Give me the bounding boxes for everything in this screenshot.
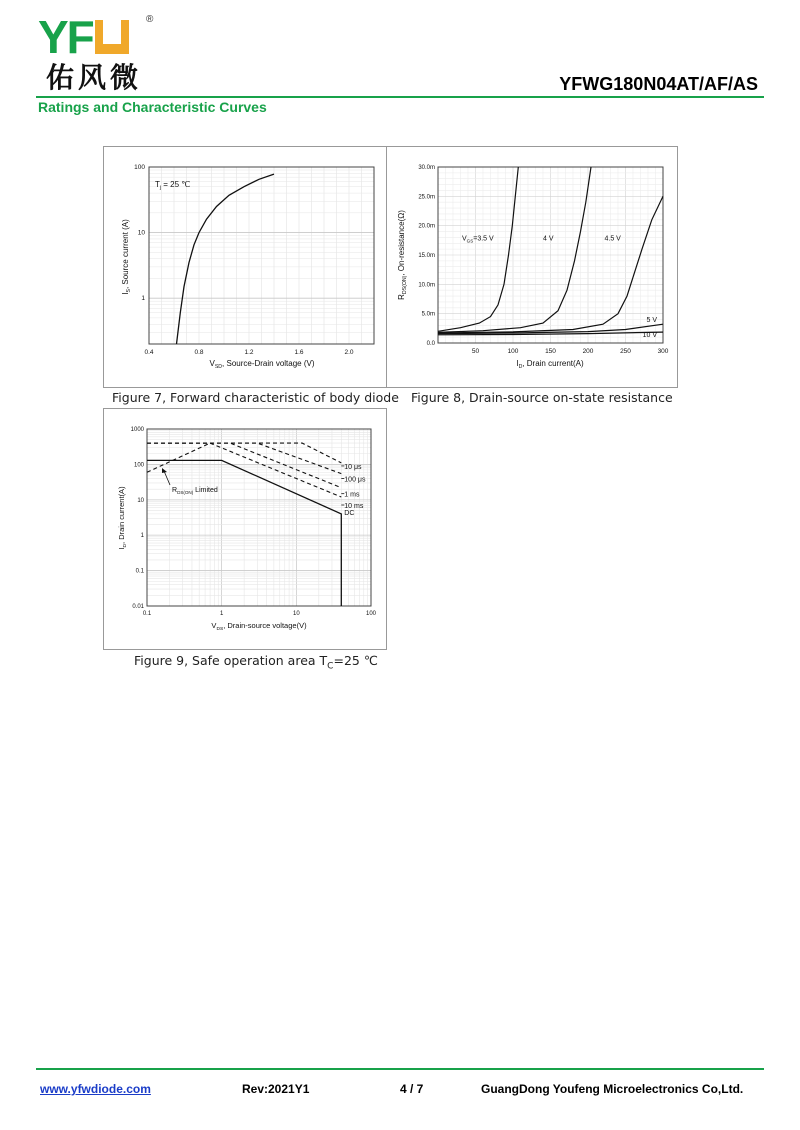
figure-8-chart bbox=[387, 147, 677, 387]
y-tick-label: 1000 bbox=[130, 427, 144, 433]
y-tick-label: 15.0m bbox=[418, 253, 435, 259]
y-axis-label: $I_D$, Drain current(A) bbox=[117, 486, 128, 550]
figure-9-caption: Figure 9, Safe operation area $T_C=25$ ℃ bbox=[134, 653, 378, 672]
rds-on-limited-label: $R_{DS(ON)}$ Limited bbox=[172, 487, 218, 495]
y-tick-label: 0.01 bbox=[132, 604, 144, 610]
x-tick-label: 150 bbox=[545, 348, 556, 355]
y-tick-label: 100 bbox=[134, 164, 145, 171]
figure-8-panel bbox=[386, 146, 678, 388]
section-title: Ratings and Characteristic Curves bbox=[38, 99, 267, 115]
figure-8-caption: Figure 8, Drain-source on-state resistance bbox=[411, 390, 673, 405]
y-axis-label: $R_{DS(ON)}$, On-resistance(Ω) bbox=[397, 210, 408, 300]
y-tick-label: 5.0m bbox=[421, 311, 435, 318]
x-axis-label: $I_D$, Drain current(A) bbox=[516, 359, 584, 370]
y-tick-label: 1 bbox=[140, 533, 144, 540]
x-tick-label: 1.6 bbox=[294, 349, 304, 356]
series-label: 5 V bbox=[646, 316, 657, 324]
footer-page-number: 4 / 7 bbox=[400, 1082, 424, 1096]
x-tick-label: 50 bbox=[471, 348, 480, 355]
logo-u-mark bbox=[95, 20, 129, 54]
website-link[interactable]: www.yfwdiode.com bbox=[40, 1082, 151, 1096]
y-tick-label: 10 bbox=[137, 229, 145, 237]
footer-website[interactable] bbox=[40, 1082, 151, 1096]
y-tick-label: 10.0m bbox=[418, 282, 435, 289]
figure-7-caption: Figure 7, Forward characteristic of body diode bbox=[112, 390, 399, 405]
y-tick-label: 10 bbox=[137, 497, 144, 504]
plot-frame bbox=[147, 429, 371, 606]
y-tick-label: 1 bbox=[141, 295, 145, 303]
figure-9-panel bbox=[103, 408, 387, 650]
x-tick-label: 0.4 bbox=[144, 349, 154, 356]
soa-series-label: 1 ms bbox=[344, 491, 360, 499]
x-tick-label: 250 bbox=[620, 348, 631, 355]
series-label: $V_{GS}=3.5$ V bbox=[462, 235, 494, 244]
model-number: YFWG180N04AT/AF/AS bbox=[559, 74, 758, 94]
y-tick-label: 20.0m bbox=[418, 223, 435, 230]
x-tick-label: 0.1 bbox=[142, 611, 152, 617]
y-axis-label: $I_S$, Source current (A) bbox=[121, 219, 132, 295]
footer-revision: Rev:2021Y1 bbox=[242, 1082, 310, 1096]
logo-wordmark: YF bbox=[38, 14, 129, 60]
x-tick-label: 100 bbox=[507, 348, 519, 355]
x-axis-label: $V_{DS}$, Drain-source voltage(V) bbox=[211, 621, 307, 632]
soa-series-label: DC bbox=[344, 509, 355, 517]
series-label: 4.5 V bbox=[604, 235, 621, 243]
figure-7-chart bbox=[104, 147, 386, 387]
x-axis-label: $V_{SD}$, Source-Drain voltage (V) bbox=[209, 359, 315, 370]
y-tick-label: 100 bbox=[133, 462, 144, 469]
x-tick-label: 0.8 bbox=[194, 349, 204, 356]
logo-chinese-name: 佑风微 bbox=[46, 61, 143, 94]
soa-series-label: 100 μs bbox=[344, 476, 366, 484]
header-divider bbox=[36, 96, 764, 98]
x-tick-label: 2.0 bbox=[344, 349, 354, 356]
footer-company: GuangDong Youfeng Microelectronics Co,Ltd. bbox=[481, 1082, 744, 1096]
figure-7-panel bbox=[103, 146, 387, 388]
x-tick-label: 10 bbox=[292, 611, 300, 617]
diode-curve bbox=[177, 174, 275, 344]
y-tick-label: 0.1 bbox=[135, 568, 144, 575]
x-tick-label: 200 bbox=[582, 348, 594, 355]
series-label: 4 V bbox=[543, 235, 554, 243]
logo-registered-mark: ® bbox=[146, 14, 154, 25]
soa-series-label: 10 ms bbox=[344, 502, 364, 510]
y-tick-label: 30.0m bbox=[418, 165, 435, 171]
series-label: 10 V bbox=[642, 332, 657, 340]
company-logo bbox=[38, 11, 168, 94]
soa-series-label: 10 μs bbox=[344, 463, 362, 471]
x-tick-label: 100 bbox=[365, 611, 377, 617]
x-tick-label: 1.2 bbox=[244, 349, 254, 356]
x-tick-label: 1 bbox=[219, 611, 224, 617]
y-tick-label: 25.0m bbox=[418, 194, 435, 201]
footer-divider bbox=[36, 1068, 764, 1070]
y-tick-label: 0.0 bbox=[426, 341, 435, 347]
x-tick-label: 300 bbox=[657, 348, 669, 355]
figure-9-chart bbox=[104, 409, 386, 649]
tj-annotation: $T_j = 25$ ℃ bbox=[155, 180, 191, 191]
